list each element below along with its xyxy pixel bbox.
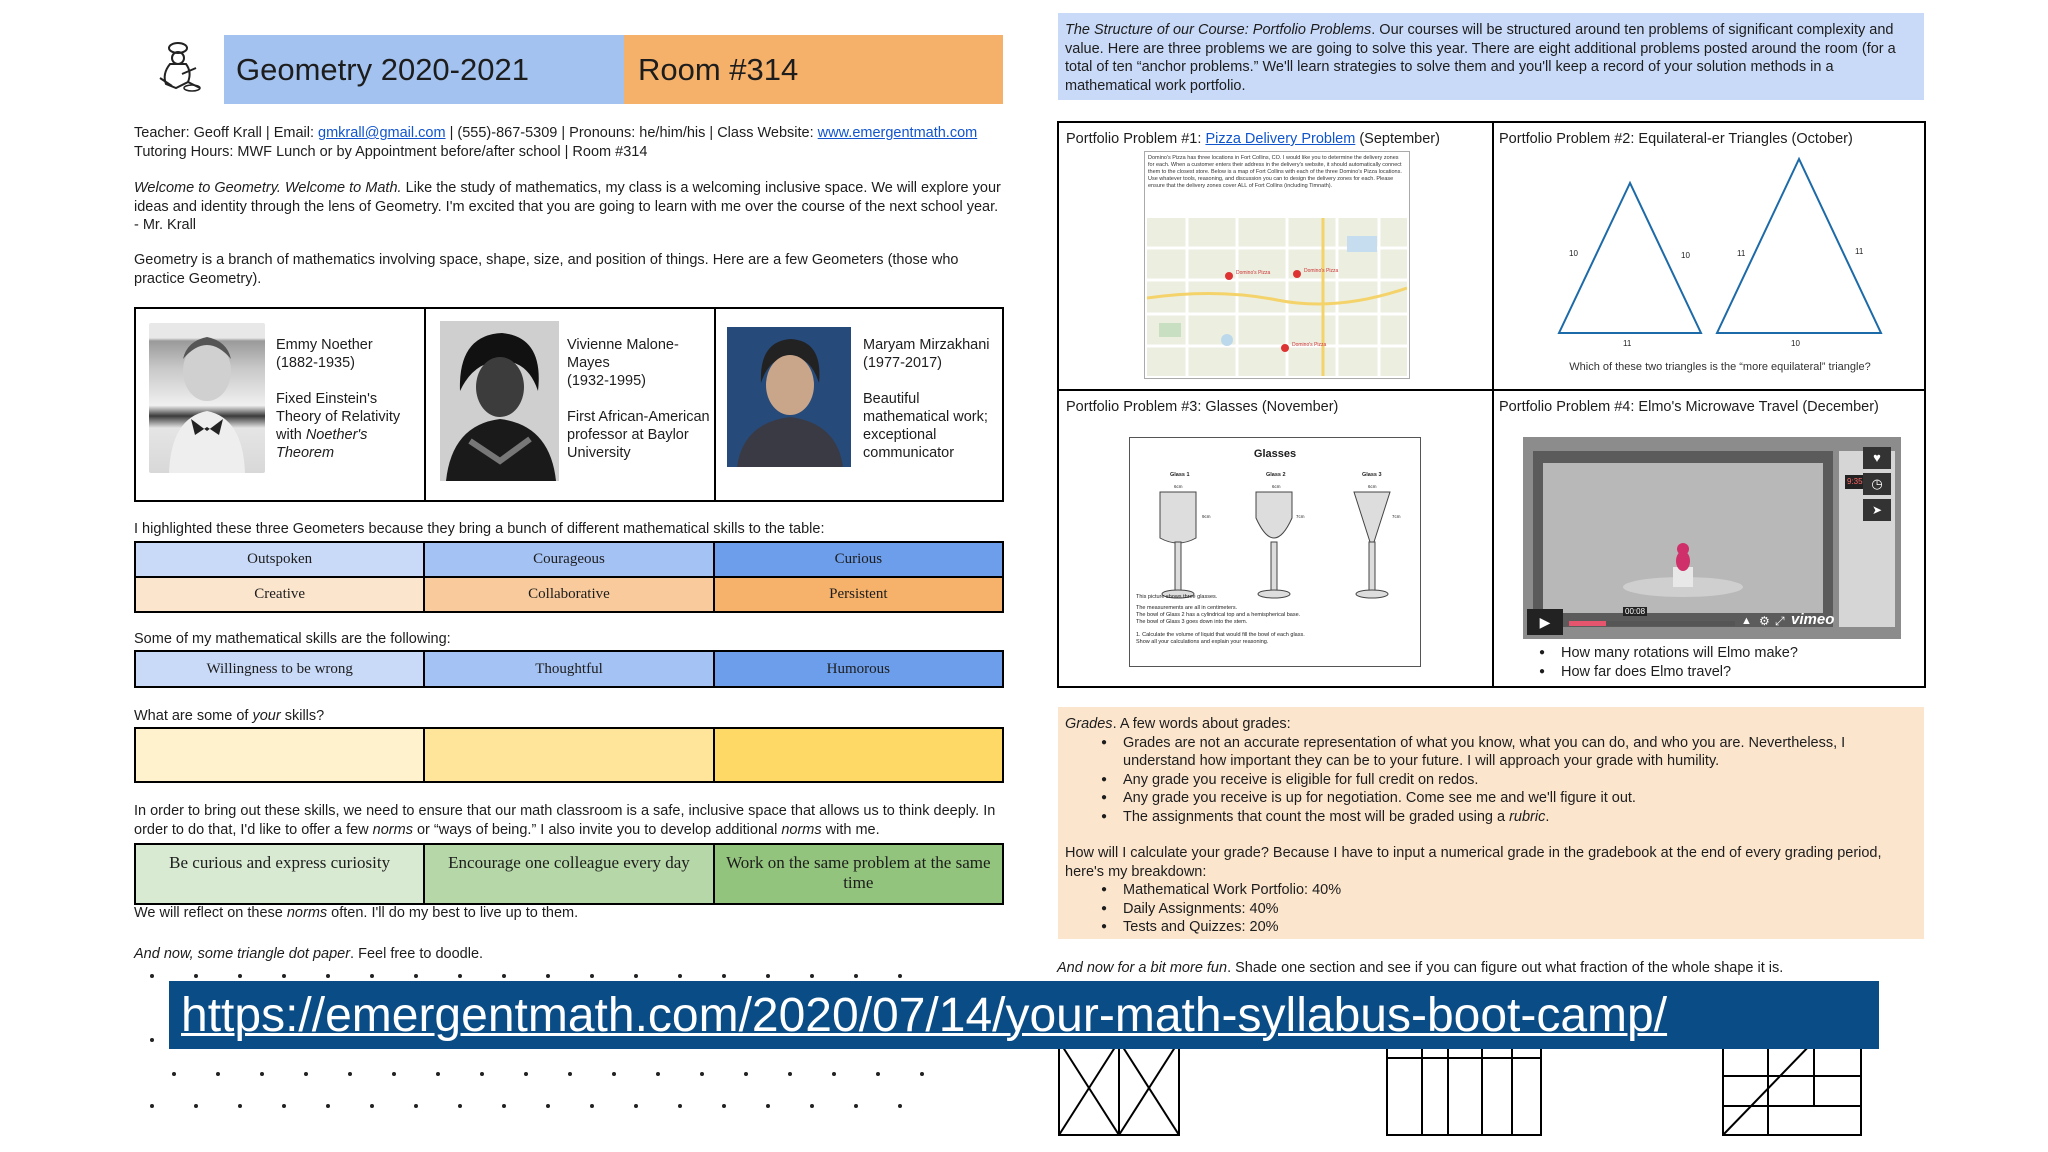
t2-left-label: 11: [1737, 249, 1746, 258]
dot: [282, 974, 286, 978]
dot: [744, 1072, 748, 1076]
dot: [590, 1104, 594, 1108]
tutoring-hours: Tutoring Hours: MWF Lunch or by Appointment before/after school | Room #314: [134, 143, 648, 160]
website-link[interactable]: www.emergentmath.com: [817, 125, 978, 141]
dot: [150, 974, 154, 978]
dot: [194, 1104, 198, 1108]
dot: [150, 1104, 154, 1108]
pizza-problem-text: Domino's Pizza has three locations in Fort Collins, CO. I would like you to determine the delivery zones for each. When a customer enters their address in the delivery's website, it should automatically connect them to the closest store. Below is a map of Fort Collins with each of the three Domino's Pizza locations. Use whatever tools, reasoning, and discussion you can to design the delivery zones for each. Please ensure that the delivery zones cover ALL of Fort Collins (including Timnath).: [1148, 155, 1402, 189]
rubric-end: .: [1545, 808, 1550, 825]
norms-intro-a: In order to bring out these skills, we need to ensure that our math classroom is a safe, inclusive space that allows us to think deeply. In order to do that, I'd like to offer a few: [134, 803, 996, 838]
triangles-figure: [1529, 153, 1909, 381]
rubric-word: rubric: [1509, 808, 1546, 825]
fun-text: [1057, 959, 1783, 978]
map-roads: [1147, 218, 1407, 376]
dot: [392, 1072, 396, 1076]
noether-desc-text: Fixed Einstein's Theory of Relativity with: [276, 391, 401, 443]
glasses-line: The measurements are all in centimeters.: [1136, 605, 1238, 611]
skill-cell: Outspoken: [135, 542, 424, 577]
problem-4-title: Portfolio Problem #4: Elmo's Microwave Travel (December): [1499, 399, 1879, 415]
pizza-pin: [1225, 272, 1233, 280]
video-progress-fill: [1569, 621, 1606, 626]
dot: [634, 1104, 638, 1108]
dot: [414, 1104, 418, 1108]
welcome-paragraph: [134, 179, 1004, 235]
dot: [722, 1104, 726, 1108]
dot: [172, 1072, 176, 1076]
grades-title: [1065, 715, 1917, 734]
glasses-figure: [1129, 437, 1421, 667]
your-skill-input[interactable]: [714, 728, 1003, 782]
divider: [1059, 389, 1924, 391]
malone-mayes-portrait-icon: [440, 321, 559, 481]
skill-cell: Curious: [714, 542, 1003, 577]
dot: [788, 1072, 792, 1076]
dot: [326, 1104, 330, 1108]
my-skills-table: [134, 650, 1004, 688]
norms-intro-b: or “ways of being.” I also invite you to develop additional: [412, 821, 782, 838]
clock-icon[interactable]: ◷: [1863, 473, 1891, 495]
your-skill-input[interactable]: [424, 728, 713, 782]
dot: [568, 1072, 572, 1076]
your-skills-a: What are some of: [134, 708, 253, 724]
norm-cell: Work on the same problem at the same time: [714, 844, 1003, 904]
my-skill-cell: Willingness to be wrong: [135, 651, 424, 687]
dot: [810, 1104, 814, 1108]
your-skills-italic: your: [252, 708, 281, 724]
mirzakhani-photo: [727, 327, 851, 467]
video-progress-bar[interactable]: [1569, 621, 1735, 626]
dot: [194, 974, 198, 978]
norm-cell: Be curious and express curiosity: [135, 844, 424, 904]
malone-mayes-photo: [440, 321, 559, 481]
norms-word: norms: [372, 821, 413, 838]
noether-portrait-icon: [149, 323, 265, 473]
fun-rest: . Shade one section and see if you can figure out what fraction of the whole shape it is.: [1227, 960, 1784, 976]
play-button[interactable]: ▶: [1527, 609, 1563, 635]
your-skills-text: [134, 707, 324, 726]
settings-icon[interactable]: ⚙: [1759, 614, 1770, 628]
t1-right-label: 10: [1681, 251, 1690, 260]
grades-bullet: ● Any grade you receive is up for negotiation. Come see me and we'll figure it out.: [1065, 789, 1917, 808]
course-structure: [1058, 13, 1924, 100]
share-icon[interactable]: ➤: [1863, 499, 1891, 521]
dot: [458, 1104, 462, 1108]
dot: [260, 1072, 264, 1076]
geometer-malone-mayes: [426, 309, 716, 500]
grades-bullet: ● Any grade you receive is eligible for full credit on redos.: [1065, 771, 1917, 790]
vimeo-logo: vimeo: [1791, 611, 1835, 628]
teacher-line-cont: | (555)-867-5309 | Pronouns: he/him/his | Class Website:: [445, 125, 818, 141]
dot: [810, 974, 814, 978]
dot: [436, 1072, 440, 1076]
pizza-pin-label: Domino's Pizza: [1292, 342, 1327, 348]
triangle-1: [1559, 183, 1701, 333]
reflect-text: [134, 904, 578, 923]
divider: [1492, 123, 1494, 686]
noether-name: Emmy Noether: [276, 337, 373, 353]
elmo-questions: [1503, 644, 1923, 681]
geometer-noether: [136, 309, 426, 500]
grade-breakdown-item: ● Tests and Quizzes: 20%: [1065, 918, 1917, 937]
dot: [766, 974, 770, 978]
skills-table: [134, 541, 1004, 613]
geometer-mirzakhani: [716, 309, 1002, 500]
triangle-2: [1717, 159, 1881, 333]
noether-photo: [149, 323, 265, 473]
welcome-italic: Welcome to Geometry. Welcome to Math.: [134, 180, 402, 196]
structure-text: . Our courses will be structured around ten problems of significant complexity and value. Here are three problems we are going to solve this year. There are eight additional problems posted around the room (for a total of ten “anchor problems.” We'll learn strategies to solve them and you'll keep a record of your solution methods in a mathematical work portfolio.: [1065, 22, 1896, 94]
glass-2-top-dim: 6cm: [1272, 484, 1281, 489]
teacher-line: Teacher: Geoff Krall | Email:: [134, 125, 319, 141]
dot: [854, 1104, 858, 1108]
fraction-shape-2[interactable]: [1386, 1040, 1542, 1136]
p1-prefix: Portfolio Problem #1:: [1066, 131, 1206, 147]
heart-icon[interactable]: ♥: [1863, 447, 1891, 469]
norms-intro: [134, 802, 1006, 839]
reflect-norms: norms: [286, 905, 328, 921]
noether-text: [276, 336, 421, 462]
fraction-shape-3[interactable]: [1722, 1040, 1862, 1136]
dot: [898, 974, 902, 978]
my-skills-text: Some of my mathematical skills are the following:: [134, 631, 451, 647]
fullscreen-icon[interactable]: ⤢: [1775, 614, 1785, 628]
elmo-video[interactable]: [1523, 437, 1901, 639]
geometers-box: [134, 307, 1004, 502]
malone-mayes-years: (1932-1995): [567, 373, 646, 389]
skill-cell: Persistent: [714, 577, 1003, 612]
video-time: 00:08: [1625, 607, 1646, 616]
dot: [282, 1104, 286, 1108]
reflect-b: often. I'll do my best to live up to them.: [327, 905, 579, 921]
dot: [700, 1072, 704, 1076]
dot: [216, 1072, 220, 1076]
elmo-question: ● How many rotations will Elmo make?: [1503, 644, 1923, 663]
dot: [876, 1072, 880, 1076]
fraction-shape-1[interactable]: [1058, 1040, 1180, 1136]
pizza-problem-image: [1144, 151, 1410, 379]
dot: [832, 1072, 836, 1076]
t1-left-label: 10: [1569, 249, 1578, 258]
mirzakhani-years: (1977-2017): [863, 355, 942, 371]
dot: [238, 1104, 242, 1108]
dot: [502, 974, 506, 978]
pizza-pin-label: Domino's Pizza: [1236, 270, 1271, 276]
dot: [898, 1104, 902, 1108]
glass-2-label: Glass 2: [1266, 472, 1286, 478]
t2-base-label: 10: [1791, 339, 1800, 348]
grade-breakdown-item: ● Mathematical Work Portfolio: 40%: [1065, 881, 1917, 900]
pizza-pin: [1281, 344, 1289, 352]
problem-2-title: Portfolio Problem #2: Equilateral-er Triangles (October): [1499, 131, 1853, 147]
doodle-italic: And now, some triangle dot paper: [134, 946, 351, 962]
dot: [678, 974, 682, 978]
glass-3-label: Glass 3: [1362, 472, 1382, 478]
dot: [656, 1072, 660, 1076]
dot: [854, 974, 858, 978]
highlight-text: I highlighted these three Geometers because they bring a bunch of different mathematical skills to the table:: [134, 521, 825, 537]
your-skill-input[interactable]: [135, 728, 424, 782]
triangles-question: Which of these two triangles is the “more equilateral” triangle?: [1569, 361, 1871, 373]
reflect-a: We will reflect on these: [134, 905, 287, 921]
skill-cell: Creative: [135, 577, 424, 612]
glasses-line: This picture shows three glasses.: [1136, 594, 1218, 600]
pizza-problem-link[interactable]: Pizza Delivery Problem: [1205, 131, 1356, 147]
grades-bullet: [1065, 808, 1917, 827]
geometer-figure-icon: [152, 38, 208, 94]
problem-1-title: [1066, 131, 1440, 147]
glass-3-top-dim: 6cm: [1368, 484, 1377, 489]
glass-1-height-dim: 9cm: [1202, 514, 1211, 519]
dot: [238, 974, 242, 978]
grade-breakdown-item: ● Daily Assignments: 40%: [1065, 900, 1917, 919]
malone-mayes-desc: First African-American professor at Baylor University: [567, 409, 710, 461]
pizza-pin: [1293, 270, 1301, 278]
glass-1-label: Glass 1: [1170, 472, 1190, 478]
pizza-map: [1147, 218, 1407, 376]
grades-section: [1058, 707, 1924, 939]
page-title: Geometry 2020-2021: [224, 35, 624, 104]
my-skill-cell: Humorous: [714, 651, 1003, 687]
malone-mayes-text: [567, 336, 712, 462]
glasses-instructions: [1136, 594, 1416, 646]
geometry-intro: Geometry is a branch of mathematics involving space, shape, size, and position of things. Here are a few Geometers (those who practice Geometry).: [134, 252, 959, 287]
dot: [414, 974, 418, 978]
equilateral-triangles: [1529, 153, 1909, 381]
elmo-question: ● How far does Elmo travel?: [1503, 663, 1923, 682]
dot: [920, 1072, 924, 1076]
fraction-shape-3-lines: [1722, 1040, 1862, 1136]
dot: [722, 974, 726, 978]
dot: [370, 1104, 374, 1108]
portfolio-problems-grid: [1057, 121, 1926, 688]
structure-italic: The Structure of our Course: Portfolio Problems: [1065, 22, 1372, 38]
dot: [524, 1072, 528, 1076]
doodle-text: [134, 945, 483, 964]
mirzakhani-text: [863, 336, 1001, 462]
noether-years: (1882-1935): [276, 355, 355, 371]
welcome-text: Like the study of mathematics, my class is a welcoming inclusive space. We will explore your ideas and identity through the lens of Geometry. I'm excited that you are going to learn with me over the course of the next school year. - Mr. Krall: [134, 180, 1001, 233]
p1-suffix: (September): [1355, 131, 1440, 147]
grades-bullet: ● Grades are not an accurate representation of what you know, what you can do, and who you are. Nevertheless, I understand how important they can be to your future. I will approach your grade with humility.: [1065, 734, 1917, 771]
dot: [304, 1072, 308, 1076]
dot: [326, 974, 330, 978]
geometer-logo: [152, 38, 208, 94]
norms-word-2: norms: [781, 821, 822, 838]
dot: [502, 1104, 506, 1108]
glasses-line: 1. Calculate the volume of liquid that would fill the bowl of each glass.: [1136, 632, 1305, 638]
t2-right-label: 11: [1855, 247, 1864, 256]
mirzakhani-portrait-icon: [727, 327, 851, 467]
glass-3-height-dim: 7cm: [1392, 514, 1401, 519]
norms-table: [134, 843, 1004, 905]
t1-base-label: 11: [1623, 339, 1632, 348]
grades-title-italic: Grades: [1065, 716, 1113, 732]
dot: [766, 1104, 770, 1108]
dot: [546, 974, 550, 978]
dot: [458, 974, 462, 978]
noether-theorem: Noether's Theorem: [276, 427, 368, 461]
glasses-line: The bowl of Glass 2 has a cylindrical top and a hemispherical base.: [1136, 612, 1301, 618]
volume-icon[interactable]: ▲: [1741, 615, 1752, 627]
url-banner-link[interactable]: https://emergentmath.com/2020/07/14/your-math-syllabus-boot-camp/: [181, 988, 1668, 1042]
grades-title-rest: . A few words about grades:: [1112, 716, 1291, 732]
glasses-line: The bowl of Glass 3 goes down into the stem.: [1136, 619, 1248, 625]
fun-italic: And now for a bit more fun: [1057, 960, 1228, 976]
mirzakhani-name: Maryam Mirzakhani: [863, 337, 990, 353]
malone-mayes-name: Vivienne Malone-Mayes: [567, 337, 679, 371]
glass-2-height-dim: 7cm: [1296, 514, 1305, 519]
glasses-title: Glasses: [1253, 448, 1297, 460]
microwave-display: 9:35: [1847, 477, 1863, 486]
url-banner[interactable]: [169, 981, 1879, 1049]
room-number: Room #314: [624, 35, 1003, 104]
dot: [370, 974, 374, 978]
fraction-shape-2-lines: [1386, 1040, 1542, 1136]
glasses-line: Show all your calculations and explain your reasoning.: [1136, 639, 1269, 645]
dot: [150, 1038, 154, 1042]
dot: [590, 974, 594, 978]
pizza-pin-label: Domino's Pizza: [1304, 268, 1339, 274]
dot: [612, 1072, 616, 1076]
dot: [480, 1072, 484, 1076]
noether-desc: [276, 390, 421, 462]
skill-cell: Courageous: [424, 542, 713, 577]
skill-cell: Collaborative: [424, 577, 713, 612]
grade-calculation: How will I calculate your grade? Because I have to input a numerical grade in the gradebook at the end of every grading period, here's my breakdown:: [1065, 845, 1882, 880]
microwave-scene: [1523, 437, 1901, 639]
norm-cell: Encourage one colleague every day: [424, 844, 713, 904]
dot: [634, 974, 638, 978]
mirzakhani-desc: Beautiful mathematical work; exceptional communicator: [863, 391, 988, 461]
dot: [348, 1072, 352, 1076]
your-skills-table: [134, 727, 1004, 783]
email-link[interactable]: gmkrall@gmail.com: [318, 125, 446, 141]
dot: [678, 1104, 682, 1108]
your-skills-c: skills?: [280, 708, 325, 724]
glass-1-top-dim: 6cm: [1174, 484, 1183, 489]
fraction-shape-1-lines: [1058, 1040, 1180, 1136]
rubric-text: The assignments that count the most will be graded using a: [1123, 808, 1510, 825]
doodle-rest: . Feel free to doodle.: [350, 946, 484, 962]
dot: [546, 1104, 550, 1108]
norms-intro-c: with me.: [821, 821, 880, 838]
problem-3-title: Portfolio Problem #3: Glasses (November): [1066, 399, 1339, 415]
teacher-info: [134, 124, 1014, 161]
my-skill-cell: Thoughtful: [424, 651, 713, 687]
